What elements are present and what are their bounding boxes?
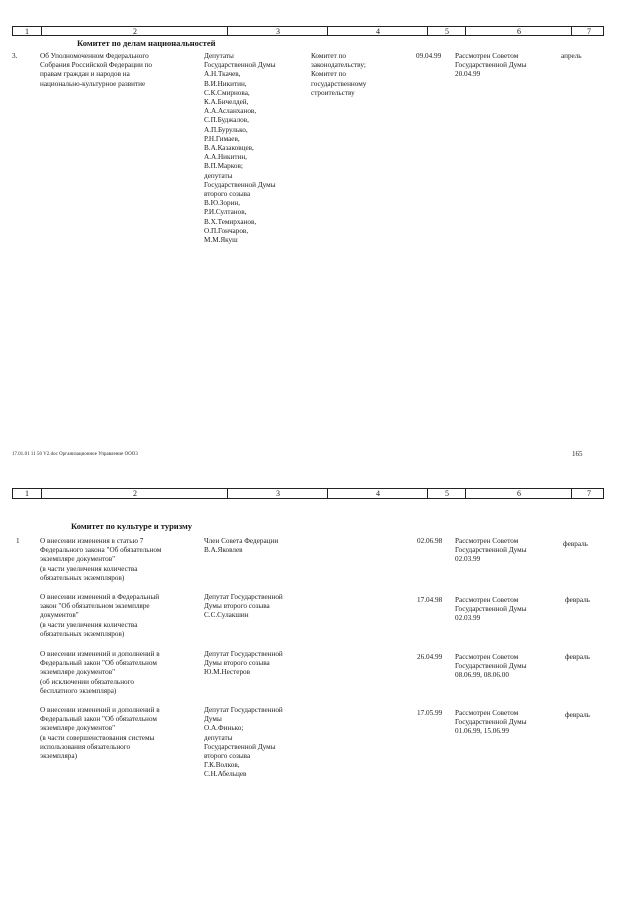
col-num-1: 1: [25, 27, 29, 36]
section-title-culture: Комитет по культуре и туризму: [71, 521, 193, 531]
row-number: 1: [16, 537, 20, 545]
submission-date: 17.04.98: [417, 596, 443, 604]
planned-month: февраль: [565, 653, 590, 661]
col-num-6: 6: [465, 27, 572, 35]
bill-status: Рассмотрен Советом Государственной Думы 01.06.99, 15.06.99: [455, 709, 527, 736]
row-number: 3.: [12, 52, 18, 60]
planned-month: апрель: [561, 52, 582, 60]
bill-authors: Депутаты Государственной Думы А.Н.Ткачев, В.И.Никитин, С.К.Смирнова, К.А.Бичелдей, А.А.Асланханов, С.П.Буджалов, А.П.Бурулько, Р.Н.Гимаев, В.А.Казаковцев, А.А.Никитин, В.П.Марков; депутаты Государственной Думы второго созыва В.Ю.Зорин, Р.И.Султанов, В.Х.Темирханов, О.П.Гончаров, М.М.Якуш: [204, 52, 276, 245]
document-footer-info: 17.01.01 11 50 V2.doc Организационное Управление ООО3: [12, 452, 138, 457]
col-num-5: 5: [427, 489, 466, 498]
planned-month: февраль: [563, 540, 588, 548]
page-number: 165: [572, 450, 583, 458]
submission-date: 17.05.99: [417, 709, 443, 717]
bill-status: Рассмотрен Советом Государственной Думы 02.03.99: [455, 537, 527, 564]
col-num-2: 2: [41, 489, 228, 498]
submission-date: 26.04.99: [417, 653, 443, 661]
bill-title: О внесении изменения в статью 7 Федерального закона "Об обязательном экземпляре документов" (в части увеличения количества обязательных экземпляров): [40, 537, 162, 582]
col-num-4: 4: [327, 489, 428, 498]
col-num-7: 7: [571, 489, 606, 498]
col-num-6: 6: [465, 489, 572, 498]
bill-title: Об Уполномоченном Федерального Собрания Российской Федерации по правам граждан и народов на национально-культурное развитие: [40, 52, 153, 88]
bill-title: О внесении изменений и дополнений в Федеральный закон "Об обязательном экземпляре документов" (об исключении обязательного бесплатного экземпляра): [40, 650, 160, 695]
column-number-header-top: [12, 26, 604, 36]
bill-authors: Член Совета Федерации В.А.Яковлев: [204, 537, 279, 555]
col-num-3: 3: [227, 489, 328, 498]
bill-authors: Депутат Государственной Думы второго созыва С.С.Сулакшин: [204, 593, 283, 620]
col-num-1: 1: [25, 489, 29, 498]
section-title-nationalities: Комитет по делам национальностей: [77, 38, 216, 48]
planned-month: февраль: [565, 711, 590, 719]
submission-date: 02.06.98: [417, 537, 443, 545]
bill-authors: Депутат Государственной Думы О.А.Финько; депутаты Государственной Думы второго созыва Г.К.Волков, С.Н.Абельцев: [204, 706, 283, 779]
bill-status: Рассмотрен Советом Государственной Думы 08.06.99, 08.06.00: [455, 653, 527, 680]
bill-authors: Депутат Государственной Думы второго созыва Ю.М.Нестеров: [204, 650, 283, 677]
col-num-4: 4: [327, 27, 428, 35]
col-num-3: 3: [227, 27, 328, 35]
col-num-7: 7: [571, 27, 606, 35]
column-number-header-bottom: [12, 488, 604, 499]
responsible-committee: Комитет по законодательству; Комитет по государственному строительству: [311, 52, 367, 97]
bill-title: О внесении изменений и дополнений в Федеральный закон "Об обязательном экземпляре документов" (в части совершенствования системы использования обязательного экземпляра): [40, 706, 160, 761]
planned-month: февраль: [565, 596, 590, 604]
submission-date: 09.04.99: [416, 52, 442, 60]
col-num-5: 5: [427, 27, 466, 35]
bill-title: О внесении изменений в Федеральный закон "Об обязательном экземпляре документов" (в части увеличения количества обязательных экземпляров): [40, 593, 160, 638]
col-num-2: 2: [41, 27, 228, 35]
bill-status: Рассмотрен Советом Государственной Думы 20.04.99: [455, 52, 527, 79]
bill-status: Рассмотрен Советом Государственной Думы 02.03.99: [455, 596, 527, 623]
